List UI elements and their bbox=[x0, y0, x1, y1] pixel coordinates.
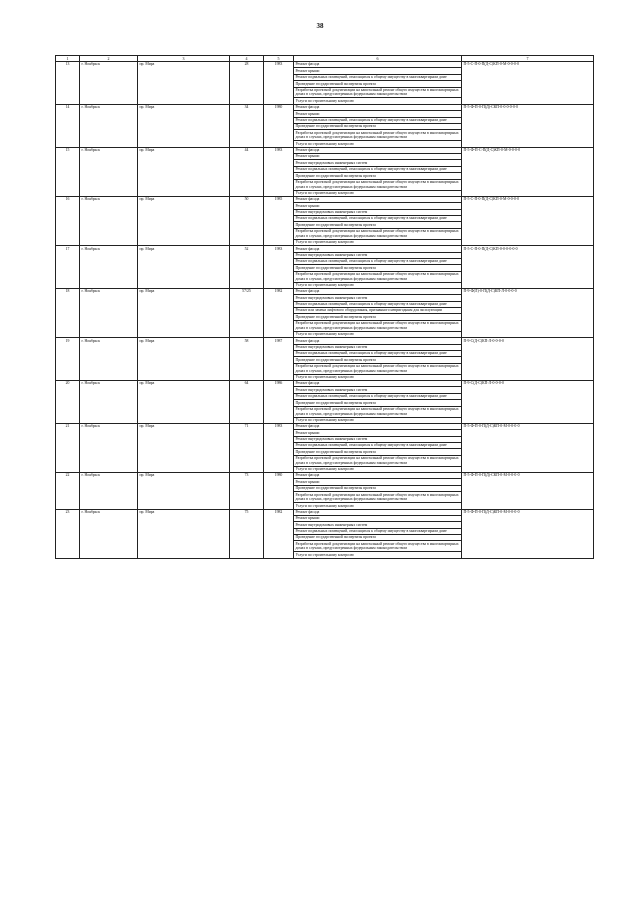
house-number-cell: 50 bbox=[230, 196, 264, 245]
house-number-cell: 44 bbox=[230, 147, 264, 196]
work-type-cell: Ремонт внутридомовых инженерных систем bbox=[294, 436, 462, 442]
work-type-cell: Услуги по строительному контролю bbox=[294, 239, 462, 245]
work-type-cell: Ремонт или замена лифтового оборудования, признанного непригодным для эксплуатации bbox=[294, 308, 462, 314]
street-cell: пр. Мира bbox=[138, 104, 230, 147]
header-cell: 6 bbox=[294, 56, 462, 62]
work-type-cell: Ремонт подвальных помещений, относящихся к общему имуществу в многоквартирном доме bbox=[294, 74, 462, 80]
work-type-cell: Услуги по строительному контролю bbox=[294, 98, 462, 104]
row-number: 21 bbox=[56, 423, 80, 472]
work-type-cell: Проведение государственной экспертизы проекта bbox=[294, 265, 462, 271]
work-type-cell: Ремонт внутридомовых инженерных систем bbox=[294, 387, 462, 393]
work-type-cell: Разработка проектной документации на капитальный ремонт общего имущества в многоквартирных домах в случаях, предусмотренных федеральным законодательством bbox=[294, 228, 462, 239]
build-year-cell: 1983 bbox=[264, 62, 294, 105]
city-cell: г. Ноябрьск bbox=[80, 288, 138, 337]
city-cell: г. Ноябрьск bbox=[80, 509, 138, 558]
work-type-cell: Ремонт внутридомовых инженерных систем bbox=[294, 209, 462, 215]
street-cell: пр. Мира bbox=[138, 196, 230, 245]
work-type-cell: Ремонт подвальных помещений, относящихся к общему имуществу в многоквартирном доме bbox=[294, 216, 462, 222]
header-cell: 3 bbox=[138, 56, 230, 62]
build-year-cell: 1980 bbox=[264, 473, 294, 509]
repair-program-table bbox=[55, 55, 594, 559]
house-number-cell: 73 bbox=[230, 473, 264, 509]
object-code-cell: П-5-Ф-П-0-П(Д-С)КП-0-М-0-0-0-0 bbox=[462, 423, 594, 472]
row-number: 18 bbox=[56, 288, 80, 337]
build-year-cell: 1987 bbox=[264, 338, 294, 381]
work-type-cell: Проведение государственной экспертизы проекта bbox=[294, 314, 462, 320]
row-number: 20 bbox=[56, 381, 80, 424]
object-code-cell: П-5-Ф-П-С-П(Д-С)КП-0-М-0-0-0-0 bbox=[462, 147, 594, 196]
city-cell: г. Ноябрьск bbox=[80, 196, 138, 245]
street-cell: пр. Мира bbox=[138, 338, 230, 381]
house-number-cell: 58 bbox=[230, 338, 264, 381]
build-year-cell: 1983 bbox=[264, 246, 294, 289]
work-type-cell: Ремонт подвальных помещений, относящихся к общему имуществу в многоквартирном доме bbox=[294, 301, 462, 307]
work-type-cell: Ремонт подвальных помещений, относящихся к общему имуществу в многоквартирном доме bbox=[294, 528, 462, 534]
street-cell: пр. Мира bbox=[138, 147, 230, 196]
work-type-cell: Ремонт фасада bbox=[294, 246, 462, 252]
work-type-cell: Ремонт крыши bbox=[294, 154, 462, 160]
work-type-cell: Разработка проектной документации на капитальный ремонт общего имущества в многоквартирных домах в случаях, предусмотренных федеральным законодательством bbox=[294, 87, 462, 98]
object-code-cell: П-9-Ф(Л)-0-П(Д-С)КП-Л-0-0-0-0 bbox=[462, 288, 594, 337]
work-type-cell: Проведение государственной экспертизы проекта bbox=[294, 485, 462, 491]
house-number-cell: 57/25 bbox=[230, 288, 264, 337]
object-code-cell: П-5-С-П-0-П(Д-С)КП-0-М-0-0-0-0 bbox=[462, 62, 594, 105]
build-year-cell: 1982 bbox=[264, 288, 294, 337]
work-type-cell: Проведение государственной экспертизы проекта bbox=[294, 357, 462, 363]
street-cell: пр. Мира bbox=[138, 288, 230, 337]
work-type-cell: Ремонт фасада bbox=[294, 509, 462, 515]
street-cell: пр. Мира bbox=[138, 62, 230, 105]
work-type-cell: Ремонт фасада bbox=[294, 338, 462, 344]
city-cell: г. Ноябрьск bbox=[80, 423, 138, 472]
city-cell: г. Ноябрьск bbox=[80, 104, 138, 147]
house-number-cell: 34 bbox=[230, 104, 264, 147]
work-type-cell: Ремонт крыши bbox=[294, 430, 462, 436]
work-type-cell: Ремонт крыши bbox=[294, 515, 462, 521]
work-type-cell: Услуги по строительному контролю bbox=[294, 141, 462, 147]
work-type-cell: Услуги по строительному контролю bbox=[294, 282, 462, 288]
work-type-cell: Проведение государственной экспертизы проекта bbox=[294, 449, 462, 455]
work-type-cell: Разработка проектной документации на капитальный ремонт общего имущества в многоквартирных домах в случаях, предусмотренных федеральным законодательством bbox=[294, 179, 462, 190]
work-type-cell: Услуги по строительному контролю bbox=[294, 190, 462, 196]
row-number: 14 bbox=[56, 104, 80, 147]
work-type-cell: Ремонт подвальных помещений, относящихся к общему имуществу в многоквартирном доме bbox=[294, 117, 462, 123]
page-number: 38 bbox=[316, 22, 324, 30]
work-type-cell: Ремонт фасада bbox=[294, 473, 462, 479]
work-type-cell: Проведение государственной экспертизы проекта bbox=[294, 400, 462, 406]
work-type-cell: Разработка проектной документации на капитальный ремонт общего имущества в многоквартирных домах в случаях, предусмотренных федеральным законодательством bbox=[294, 406, 462, 417]
city-cell: г. Ноябрьск bbox=[80, 381, 138, 424]
work-type-cell: Ремонт внутридомовых инженерных систем bbox=[294, 160, 462, 166]
object-code-cell: П-5-Ф-П-0-П(Д)-СКП-0-М-0-0-0-0 bbox=[462, 473, 594, 509]
object-code-cell: П-5-Ф-П-0-П(Д)-СКП-0-0-0-0-0-0 bbox=[462, 104, 594, 147]
work-type-cell: Ремонт внутридомовых инженерных систем bbox=[294, 522, 462, 528]
work-type-cell: Услуги по строительному контролю bbox=[294, 466, 462, 472]
work-type-cell: Разработка проектной документации на капитальный ремонт общего имущества в многоквартирных домах в случаях, предусмотренных федеральным законодательством bbox=[294, 271, 462, 282]
city-cell: г. Ноябрьск bbox=[80, 62, 138, 105]
work-type-cell: Ремонт фасада bbox=[294, 196, 462, 202]
work-type-cell: Разработка проектной документации на капитальный ремонт общего имущества в многоквартирных домах в случаях, предусмотренных федеральным законодательством bbox=[294, 130, 462, 141]
city-cell: г. Ноябрьск bbox=[80, 246, 138, 289]
build-year-cell: 1980 bbox=[264, 104, 294, 147]
work-type-cell: Разработка проектной документации на капитальный ремонт общего имущества в многоквартирных домах в случаях, предусмотренных федеральным законодательством bbox=[294, 320, 462, 331]
work-type-cell: Ремонт фасада bbox=[294, 288, 462, 294]
header-cell: 7 bbox=[462, 56, 594, 62]
work-type-cell: Услуги по строительному контролю bbox=[294, 552, 462, 558]
object-code-cell: П-9-С(Д-С)КП-Л-0-0-0-0 bbox=[462, 338, 594, 381]
build-year-cell: 1983 bbox=[264, 423, 294, 472]
header-cell: 5 bbox=[264, 56, 294, 62]
work-type-cell: Ремонт внутридомовых инженерных систем bbox=[294, 295, 462, 301]
city-cell: г. Ноябрьск bbox=[80, 473, 138, 509]
work-type-cell: Ремонт подвальных помещений, относящихся к общему имуществу в многоквартирном доме bbox=[294, 393, 462, 399]
header-cell: 1 bbox=[56, 56, 80, 62]
house-number-cell: 28 bbox=[230, 62, 264, 105]
work-type-cell: Проведение государственной экспертизы проекта bbox=[294, 81, 462, 87]
work-type-cell: Ремонт крыши bbox=[294, 203, 462, 209]
work-type-cell: Ремонт подвальных помещений, относящихся к общему имуществу в многоквартирном доме bbox=[294, 166, 462, 172]
work-type-cell: Ремонт подвальных помещений, относящихся к общему имуществу в многоквартирном доме bbox=[294, 350, 462, 356]
work-type-cell: Ремонт подвальных помещений, относящихся к общему имуществу в многоквартирном доме bbox=[294, 258, 462, 264]
work-type-cell: Услуги по строительному контролю bbox=[294, 374, 462, 380]
row-number: 23 bbox=[56, 509, 80, 558]
build-year-cell: 1982 bbox=[264, 509, 294, 558]
work-type-cell: Услуги по строительному контролю bbox=[294, 331, 462, 337]
work-type-cell: Разработка проектной документации на капитальный ремонт общего имущества в многоквартирных домах в случаях, предусмотренных федеральным законодательством bbox=[294, 541, 462, 552]
work-type-cell: Ремонт крыши bbox=[294, 68, 462, 74]
header-cell: 4 bbox=[230, 56, 264, 62]
work-type-cell: Услуги по строительному контролю bbox=[294, 503, 462, 509]
object-code-cell: П-5-С-П-0-П(Д-С)КП-0-0-0-0-0-0 bbox=[462, 246, 594, 289]
house-number-cell: 52 bbox=[230, 246, 264, 289]
work-type-cell: Проведение государственной экспертизы проекта bbox=[294, 535, 462, 541]
work-type-cell: Ремонт крыши bbox=[294, 111, 462, 117]
work-type-cell: Ремонт внутридомовых инженерных систем bbox=[294, 252, 462, 258]
row-number: 13 bbox=[56, 62, 80, 105]
work-type-cell: Разработка проектной документации на капитальный ремонт общего имущества в многоквартирных домах в случаях, предусмотренных федеральным законодательством bbox=[294, 492, 462, 503]
work-type-cell: Проведение государственной экспертизы проекта bbox=[294, 222, 462, 228]
row-number: 19 bbox=[56, 338, 80, 381]
house-number-cell: 75 bbox=[230, 509, 264, 558]
object-code-cell: П-9-С(Д-С)КП-Л-0-0-0-0 bbox=[462, 381, 594, 424]
house-number-cell: 71 bbox=[230, 423, 264, 472]
build-year-cell: 1985 bbox=[264, 196, 294, 245]
row-number: 17 bbox=[56, 246, 80, 289]
work-type-cell: Ремонт фасада bbox=[294, 381, 462, 387]
work-type-cell: Ремонт фасада bbox=[294, 62, 462, 68]
header-cell: 2 bbox=[80, 56, 138, 62]
street-cell: пр. Мира bbox=[138, 246, 230, 289]
street-cell: пр. Мира bbox=[138, 423, 230, 472]
street-cell: пр. Мира bbox=[138, 509, 230, 558]
build-year-cell: 1983 bbox=[264, 147, 294, 196]
work-type-cell: Проведение государственной экспертизы проекта bbox=[294, 173, 462, 179]
work-type-cell: Разработка проектной документации на капитальный ремонт общего имущества в многоквартирных домах в случаях, предусмотренных федеральным законодательством bbox=[294, 363, 462, 374]
work-type-cell: Разработка проектной документации на капитальный ремонт общего имущества в многоквартирных домах в случаях, предусмотренных федеральным законодательством bbox=[294, 455, 462, 466]
work-type-cell: Ремонт подвальных помещений, относящихся к общему имуществу в многоквартирном доме bbox=[294, 443, 462, 449]
city-cell: г. Ноябрьск bbox=[80, 147, 138, 196]
work-type-cell: Ремонт фасада bbox=[294, 147, 462, 153]
row-number: 16 bbox=[56, 196, 80, 245]
row-number: 22 bbox=[56, 473, 80, 509]
work-type-cell: Ремонт внутридомовых инженерных систем bbox=[294, 344, 462, 350]
row-number: 15 bbox=[56, 147, 80, 196]
build-year-cell: 1986 bbox=[264, 381, 294, 424]
work-type-cell: Ремонт фасада bbox=[294, 104, 462, 110]
street-cell: пр. Мира bbox=[138, 473, 230, 509]
work-type-cell: Ремонт крыши bbox=[294, 479, 462, 485]
object-code-cell: П-5-Ф-П-0-П(Д-С)КП-0-М-0-0-0-0 bbox=[462, 509, 594, 558]
work-type-cell: Проведение государственной экспертизы проекта bbox=[294, 123, 462, 129]
house-number-cell: 64 bbox=[230, 381, 264, 424]
work-type-cell: Услуги по строительному контролю bbox=[294, 417, 462, 423]
street-cell: пр. Мира bbox=[138, 381, 230, 424]
object-code-cell: П-5-С-П-0-П(Д-С)КП-0-М-0-0-0-0 bbox=[462, 196, 594, 245]
work-type-cell: Ремонт фасада bbox=[294, 423, 462, 429]
city-cell: г. Ноябрьск bbox=[80, 338, 138, 381]
